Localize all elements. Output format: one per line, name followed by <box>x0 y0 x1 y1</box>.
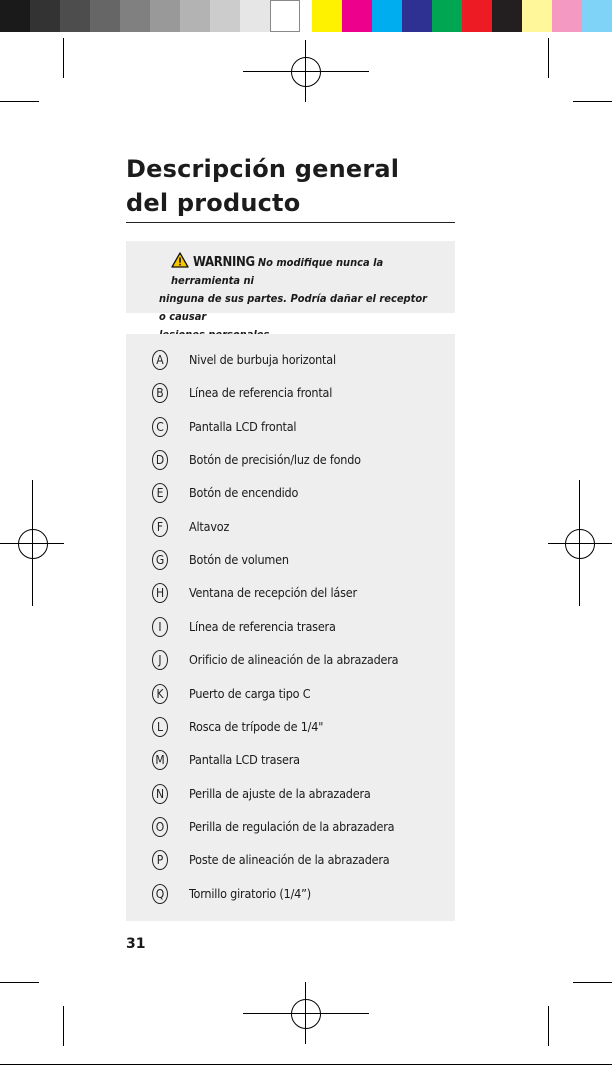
warning-notice <box>126 241 455 323</box>
list-item <box>126 682 455 706</box>
gray-swatch <box>210 0 240 32</box>
gray-swatch <box>0 0 30 32</box>
part-letter-badge: E <box>152 483 168 503</box>
part-letter-badge: H <box>152 583 168 603</box>
part-label: Línea de referencia trasera <box>189 618 336 634</box>
part-label: Botón de volumen <box>189 552 289 568</box>
part-label: Perilla de regulación de la abrazadera <box>189 818 395 834</box>
list-item <box>126 348 455 372</box>
color-swatch <box>342 0 372 32</box>
gray-swatch <box>240 0 270 32</box>
part-label: Tornillo giratorio (1/4”) <box>189 885 311 901</box>
part-label: Rosca de trípode de 1/4" <box>189 718 324 734</box>
part-letter-badge: N <box>152 784 168 804</box>
part-letter-badge: O <box>152 817 168 837</box>
warning-triangle-icon <box>171 252 189 268</box>
part-letter-badge: I <box>152 617 168 637</box>
gray-swatch <box>150 0 180 32</box>
list-item <box>126 615 455 639</box>
gray-swatch <box>30 0 60 32</box>
color-swatch <box>372 0 402 32</box>
part-label: Pantalla LCD trasera <box>189 752 300 768</box>
warning-text-line-1: No modifique nunca la herramienta ni <box>171 256 384 287</box>
list-item <box>126 782 455 806</box>
part-label: Altavoz <box>189 518 230 534</box>
part-letter-badge: M <box>152 750 168 770</box>
part-letter-badge: G <box>152 550 168 570</box>
list-item <box>126 515 455 539</box>
part-letter-badge: A <box>152 350 168 370</box>
list-item <box>126 381 455 405</box>
list-item <box>126 481 455 505</box>
parts-list <box>126 334 455 921</box>
list-item <box>126 815 455 839</box>
list-item <box>126 415 455 439</box>
gray-swatch <box>180 0 210 32</box>
part-letter-badge: F <box>152 517 168 537</box>
part-letter-badge: Q <box>152 884 168 904</box>
list-item <box>126 448 455 472</box>
color-swatch <box>462 0 492 32</box>
color-swatch <box>492 0 522 32</box>
part-letter-badge: K <box>152 684 168 704</box>
part-label: Orificio de alineación de la abrazadera <box>189 652 399 668</box>
list-item <box>126 748 455 772</box>
color-swatch <box>522 0 552 32</box>
color-swatch <box>312 0 342 32</box>
list-item <box>126 848 455 872</box>
part-letter-badge: B <box>152 383 168 403</box>
part-label: Poste de alineación de la abrazadera <box>189 852 390 868</box>
part-letter-badge: D <box>152 450 168 470</box>
gray-swatch <box>90 0 120 32</box>
color-swatch <box>552 0 582 32</box>
warning-label: WARNING <box>193 255 255 270</box>
part-letter-badge: L <box>152 717 168 737</box>
part-label: Ventana de recepción del láser <box>189 585 357 601</box>
gray-swatch <box>270 0 300 32</box>
color-swatch <box>402 0 432 32</box>
color-swatch <box>432 0 462 32</box>
part-letter-badge: C <box>152 417 168 437</box>
page-title-line-2: del producto <box>126 189 301 217</box>
part-letter-badge: J <box>152 650 168 670</box>
part-label: Nivel de burbuja horizontal <box>189 352 336 367</box>
list-item <box>126 581 455 605</box>
page-title <box>126 152 456 220</box>
part-label: Botón de encendido <box>189 485 299 501</box>
part-label: Botón de precisión/luz de fondo <box>189 452 361 468</box>
list-item <box>126 715 455 739</box>
part-label: Línea de referencia frontal <box>189 385 333 401</box>
bottom-trim-line <box>0 1064 612 1065</box>
list-item <box>126 648 455 672</box>
warning-text-line-2: ninguna de sus partes. Podría dañar el receptor o causar <box>159 292 428 323</box>
page-number: 31 <box>126 936 146 952</box>
part-label: Puerto de carga tipo C <box>189 685 311 701</box>
gray-swatch <box>60 0 90 32</box>
list-item <box>126 882 455 906</box>
color-swatch <box>582 0 612 32</box>
list-item <box>126 548 455 572</box>
page-title-line-1: Descripción general <box>126 155 400 183</box>
part-letter-badge: P <box>152 850 168 870</box>
part-label: Pantalla LCD frontal <box>189 418 297 434</box>
part-label: Perilla de ajuste de la abrazadera <box>189 785 371 801</box>
gray-swatch <box>120 0 150 32</box>
title-divider <box>126 222 455 223</box>
